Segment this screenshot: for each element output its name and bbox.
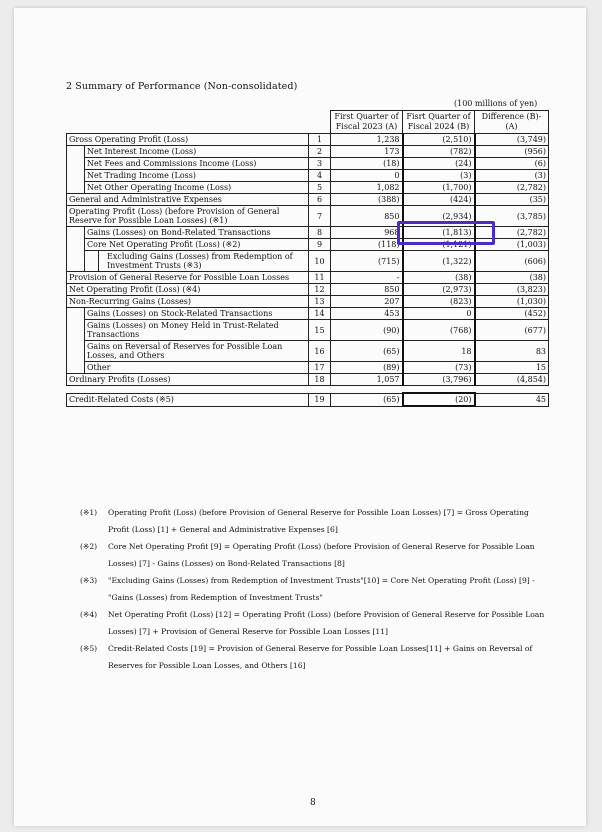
footnote xyxy=(80,640,550,674)
value-b: (1,813) xyxy=(403,227,475,239)
value-diff: (1,030) xyxy=(475,296,549,308)
footnotes xyxy=(80,504,550,674)
value-diff: 15 xyxy=(475,362,549,374)
value-diff: (956) xyxy=(475,146,549,158)
footnote-mark: (※2) xyxy=(80,542,98,551)
table-row xyxy=(67,146,549,158)
footnote xyxy=(80,572,550,606)
row-number: 4 xyxy=(309,170,331,182)
value-a: 850 xyxy=(331,206,403,227)
row-label: Net Operating Profit (Loss) (※4) xyxy=(67,284,309,296)
table-row xyxy=(67,206,549,227)
value-diff: (2,782) xyxy=(475,227,549,239)
footnote-mark: (※1) xyxy=(80,508,98,517)
document-page xyxy=(14,8,586,826)
value-diff: (3,823) xyxy=(475,284,549,296)
value-diff: (677) xyxy=(475,320,549,341)
row-label: Provision of General Reserve for Possible Loan Losses xyxy=(67,272,309,284)
footnote-mark: (※3) xyxy=(80,576,98,585)
table-row xyxy=(67,170,549,182)
value-a: 0 xyxy=(331,170,403,182)
row-label: Non-Recurring Gains (Losses) xyxy=(67,296,309,308)
row-number: 12 xyxy=(309,284,331,296)
value-b: (1,700) xyxy=(403,182,475,194)
table-header-row xyxy=(67,111,549,134)
value-b: (782) xyxy=(403,146,475,158)
section-title: 2 Summary of Performance (Non-consolidated) xyxy=(66,81,298,92)
value-b: (73) xyxy=(403,362,475,374)
table-row xyxy=(67,374,549,386)
table-row xyxy=(67,227,549,239)
column-header-a: First Quarter of Fiscal 2023 (A) xyxy=(331,111,403,134)
value-b: (1,322) xyxy=(403,251,475,272)
performance-table xyxy=(66,110,549,407)
value-a: (715) xyxy=(331,251,403,272)
value-a: 968 xyxy=(331,227,403,239)
value-a: 1,238 xyxy=(331,134,403,146)
value-a: (65) xyxy=(331,341,403,362)
footnote xyxy=(80,538,550,572)
value-diff: (2,782) xyxy=(475,182,549,194)
table-row xyxy=(67,182,549,194)
value-a: 207 xyxy=(331,296,403,308)
value-a: (118) xyxy=(331,239,403,251)
row-label: Net Trading Income (Loss) xyxy=(85,170,309,182)
value-a: 173 xyxy=(331,146,403,158)
value-b: (38) xyxy=(403,272,475,284)
row-label: Operating Profit (Loss) (before Provision of General Reserve for Possible Loan Losses) (※1) xyxy=(67,206,309,227)
value-a: 1,057 xyxy=(331,374,403,386)
value-a: (65) xyxy=(331,393,403,406)
table-row xyxy=(67,296,549,308)
row-label: Ordinary Profits (Losses) xyxy=(67,374,309,386)
row-number: 10 xyxy=(309,251,331,272)
footnote-text: Credit-Related Costs [19] = Provision of General Reserve for Possible Loan Losses[11] + Gains on Reversal of Reserves for Possible Loan Losses, and Others [16] xyxy=(108,644,533,670)
value-b: (2,510) xyxy=(403,134,475,146)
row-label: Gains on Reversal of Reserves for Possible Loan Losses, and Others xyxy=(85,341,309,362)
row-label: Other xyxy=(85,362,309,374)
value-b: (823) xyxy=(403,296,475,308)
footnote-text: Core Net Operating Profit [9] = Operating Profit (Loss) (before Provision of General Reserve for Possible Loan Losses) [7] - Gains (Losses) on Bond-Related Transactions [8] xyxy=(108,542,535,568)
table-row xyxy=(67,251,549,272)
table-row xyxy=(67,158,549,170)
value-b: (2,973) xyxy=(403,284,475,296)
value-a: (388) xyxy=(331,194,403,206)
row-label: Gross Operating Profit (Loss) xyxy=(67,134,309,146)
row-label: Gains (Losses) on Bond-Related Transactions xyxy=(85,227,309,239)
table-row xyxy=(67,320,549,341)
page-number: 8 xyxy=(310,798,316,808)
row-number: 14 xyxy=(309,308,331,320)
row-label: Net Other Operating Income (Loss) xyxy=(85,182,309,194)
row-number: 8 xyxy=(309,227,331,239)
footnote-mark: (※5) xyxy=(80,644,98,653)
row-number: 11 xyxy=(309,272,331,284)
row-number: 5 xyxy=(309,182,331,194)
row-number: 7 xyxy=(309,206,331,227)
value-b: (2,934) xyxy=(403,206,475,227)
value-b: 18 xyxy=(403,341,475,362)
value-b: (3,796) xyxy=(403,374,475,386)
row-label: Gains (Losses) on Money Held in Trust-Related Transactions xyxy=(85,320,309,341)
value-b: (24) xyxy=(403,158,475,170)
table-row xyxy=(67,194,549,206)
row-label: Excluding Gains (Losses) from Redemption of Investment Trusts (※3) xyxy=(99,251,309,272)
row-label: Net Interest Income (Loss) xyxy=(85,146,309,158)
row-number: 2 xyxy=(309,146,331,158)
row-number: 15 xyxy=(309,320,331,341)
column-header-diff: Difference (B)-(A) xyxy=(475,111,549,134)
row-label: Credit-Related Costs (※5) xyxy=(67,393,309,406)
value-diff: (452) xyxy=(475,308,549,320)
value-diff: (3) xyxy=(475,170,549,182)
value-b: (424) xyxy=(403,194,475,206)
row-number: 19 xyxy=(309,393,331,406)
value-a: (18) xyxy=(331,158,403,170)
value-diff: (35) xyxy=(475,194,549,206)
value-b: 0 xyxy=(403,308,475,320)
value-diff: (6) xyxy=(475,158,549,170)
value-b: (1,121) xyxy=(403,239,475,251)
value-diff: (3,749) xyxy=(475,134,549,146)
unit-label: (100 millions of yen) xyxy=(454,99,538,108)
table-row xyxy=(67,308,549,320)
value-a: (90) xyxy=(331,320,403,341)
table-row xyxy=(67,341,549,362)
row-number: 9 xyxy=(309,239,331,251)
row-number: 1 xyxy=(309,134,331,146)
table-row xyxy=(67,362,549,374)
row-label: Net Fees and Commissions Income (Loss) xyxy=(85,158,309,170)
row-label: Core Net Operating Profit (Loss) (※2) xyxy=(85,239,309,251)
value-a: 1,082 xyxy=(331,182,403,194)
value-a: 453 xyxy=(331,308,403,320)
table-row xyxy=(67,134,549,146)
row-label: General and Administrative Expenses xyxy=(67,194,309,206)
value-diff: 83 xyxy=(475,341,549,362)
value-diff: (38) xyxy=(475,272,549,284)
table-row xyxy=(67,272,549,284)
value-a: - xyxy=(331,272,403,284)
footnote-text: "Excluding Gains (Losses) from Redemption of Investment Trusts"[10] = Core Net Operating Profit (Loss) [9] - "Gains (Losses) from Redemption of Investment Trusts" xyxy=(108,576,535,602)
row-number: 18 xyxy=(309,374,331,386)
value-diff: (606) xyxy=(475,251,549,272)
value-b: (768) xyxy=(403,320,475,341)
credit-section xyxy=(67,386,549,407)
value-diff: (3,785) xyxy=(475,206,549,227)
value-diff: 45 xyxy=(475,393,549,406)
footnote-text: Operating Profit (Loss) (before Provision of General Reserve for Possible Loan Losses) [7] = Gross Operating Profit (Loss) [1] + General and Administrative Expenses [6] xyxy=(108,508,529,534)
value-a: 850 xyxy=(331,284,403,296)
value-diff: (4,854) xyxy=(475,374,549,386)
table-row xyxy=(67,284,549,296)
row-number: 16 xyxy=(309,341,331,362)
column-header-b: Fisrt Quarter of Fiscal 2024 (B) xyxy=(403,111,475,134)
value-b: (3) xyxy=(403,170,475,182)
row-number: 6 xyxy=(309,194,331,206)
table-row xyxy=(67,239,549,251)
footnote-text: Net Operating Profit (Loss) [12] = Operating Profit (Loss) (before Provision of General Reserve for Possible Loan Losses) [7] + Provision of General Reserve for Possible Loan Losses [11] xyxy=(108,610,545,636)
row-label: Gains (Losses) on Stock-Related Transactions xyxy=(85,308,309,320)
value-a: (89) xyxy=(331,362,403,374)
value-diff: (1,003) xyxy=(475,239,549,251)
table-row xyxy=(67,393,549,406)
row-number: 3 xyxy=(309,158,331,170)
footnote-mark: (※4) xyxy=(80,610,98,619)
row-number: 17 xyxy=(309,362,331,374)
footnote xyxy=(80,504,550,538)
row-number: 13 xyxy=(309,296,331,308)
footnote xyxy=(80,606,550,640)
table-body xyxy=(67,134,549,386)
value-b: (20) xyxy=(403,393,475,406)
